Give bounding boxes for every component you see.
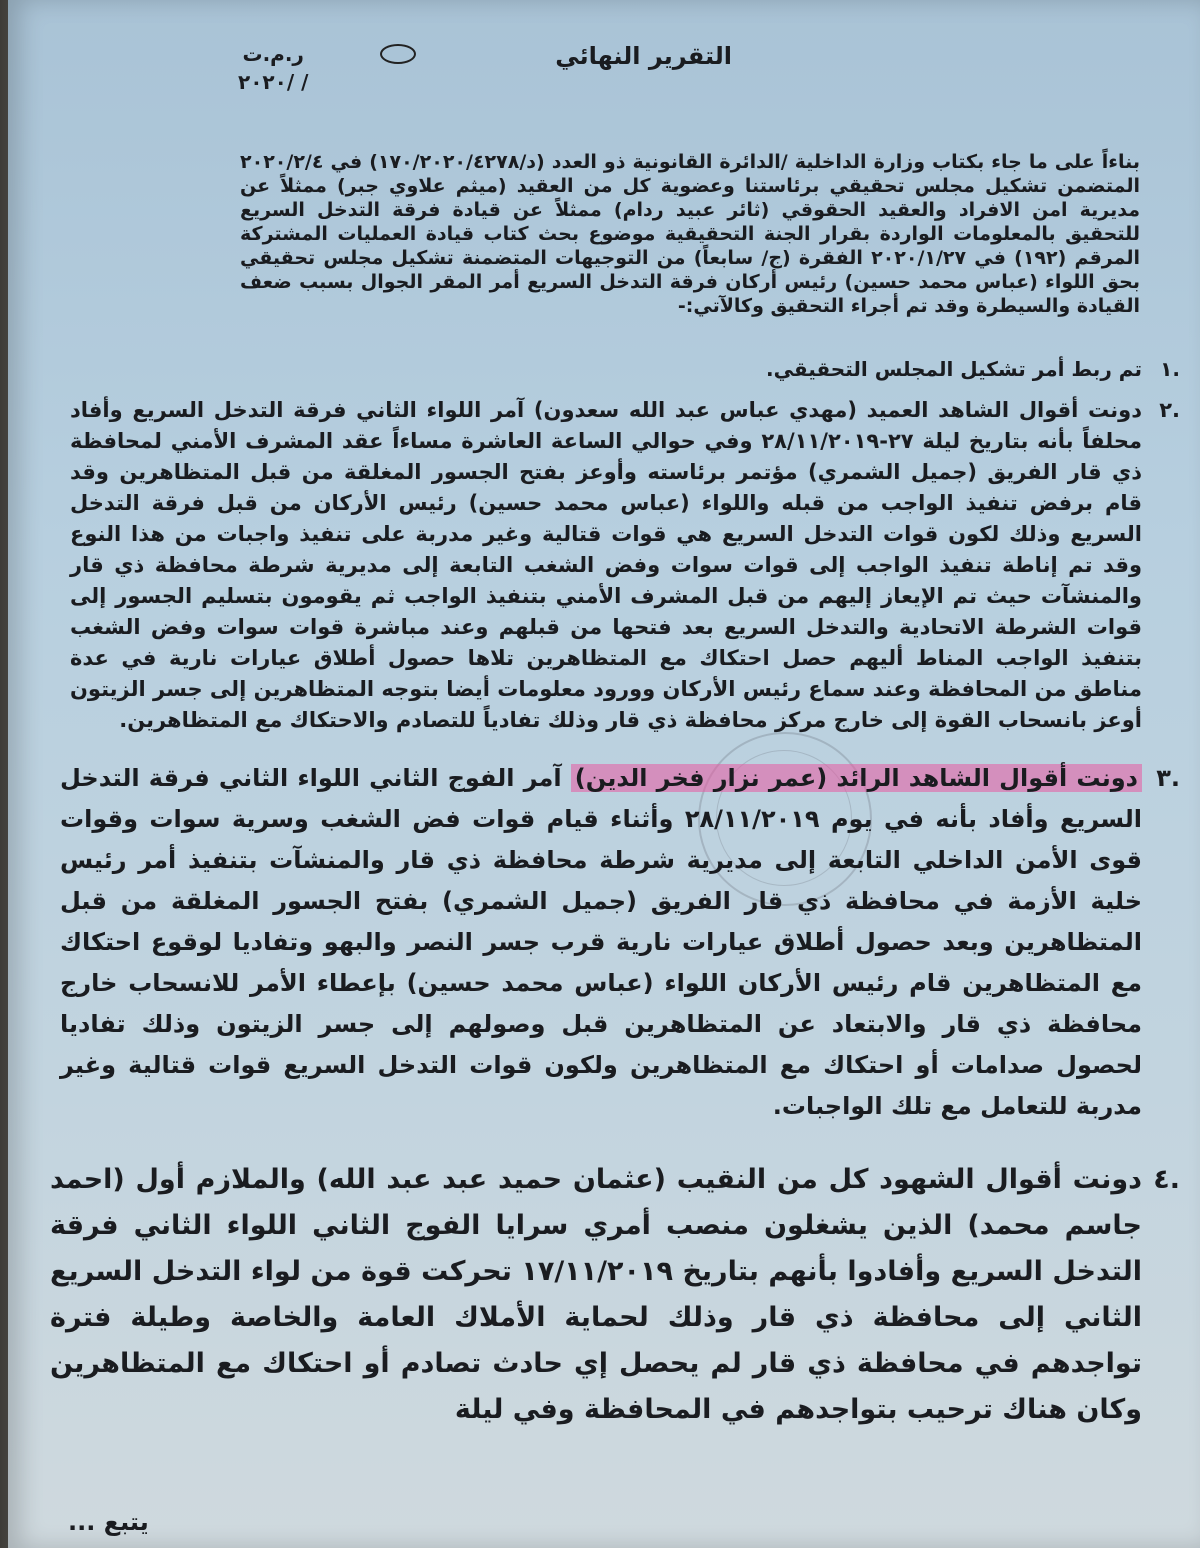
finding-text: تم ربط أمر تشكيل المجلس التحقيقي. (766, 357, 1142, 381)
intro-text: بناءاً على ما جاء بكتاب وزارة الداخلية /الدائرة القانونية ذو العدد (د/١٧٠/٢٠٢٠/٤٢٧٨) في ٢٠٢٠/٢/٤ المتضمن تشكيل مجلس تحقيقي برئاستنا وعضوية كل من العقيد (ميثم علاوي جبر) ممثلاً عن مديرية امن الافراد والعقيد الحقوقي (ثائر عبيد ردام) ممثلاً عن قيادة فرقة التدخل السريع للتحقيق بالمعلومات الواردة بقرار الجنة التحقيقية موضوع بحث كتاب قيادة العمليات المشتركة المرقم (١٩٢) في ٢٠٢٠/١/٢٧ الفقرة (ج/ سابعاً) من التوجيهات المتضمنة تشكيل مجلس تحقيقي بحق اللواء (عباس محمد حسين) رئيس أركان فرقة التدخل السريع أمر المقر الجوال بسبب ضعف القيادة والسيطرة وقد تم أجراء التحقيق وكالآتي:- (240, 151, 1141, 317)
highlighted-witness: دونت أقوال الشاهد الرائد (عمر نزار فخر الدين) (571, 764, 1142, 792)
finding-item-3 (50, 758, 1180, 1127)
finding-text: دونت أقوال الشاهد العميد (مهدي عباس عبد الله سعدون) آمر اللواء الثاني فرقة التدخل السريع وأفاد محلفاً بأنه بتاريخ ليلة ٢٧-٢٨/١١/٢٠١٩ وفي حوالي الساعة العاشرة مساءاً عقد المشرف الأمني لمحافظة ذي قار الفريق (جميل الشمري) مؤتمر برئاسته وأوعز بفتح الجسور المغلقة من قبل المتظاهرين وقد قام برفض تنفيذ الواجب من قبله واللواء (عباس محمد حسين) رئيس الأركان من قبل فرقة التدخل السريع وذلك لكون قوات التدخل السريع هي قوات قتالية وغير مدربة على تنفيذ واجبات من هذا النوع وقد تم إناطة تنفيذ الواجب إلى قوات سوات وفض الشغب التابعة إلى مديرية شرطة محافظة ذي قار والمنشآت حيث تم الإيعاز إليهم من قبل المشرف الأمني بتنفيذ الواجب ثم يقومون بتسليم الجسور إلى قوات الشرطة الاتحادية والتدخل السريع بعد فتحها من قبلهم وعند مباشرة قوات سوات وفض الشغب بتنفيذ الواجب المناط أليهم حصل احتكاك مع المتظاهرين تلاها حصول أطلاق عيارات نارية في عدة مناطق من المحافظة وعند سماع رئيس الأركان وورود معلومات أيضا بتوجه المتظاهرين إلى جسر الزيتون أوعز بانسحاب القوة إلى خارج مركز محافظة ذي قار وذلك تفادياً للتصادم والاحتكاك مع المتظاهرين. (70, 398, 1143, 732)
finding-text: آمر الفوج الثاني اللواء الثاني فرقة التدخل السريع وأفاد بأنه في يوم ٢٨/١١/٢٠١٩ وأثناء قيام قوات فض الشغب وسرية سوات وقوات قوى الأمن الداخلي التابعة إلى مديرية شرطة محافظة ذي قار والمنشآت بتنفيذ أمر رئيس خلية الأزمة في محافظة ذي قار الفريق (جميل الشمري) بفتح الجسور المغلقة من قبل المتظاهرين وبعد حصول أطلاق عيارات نارية قرب جسر النصر والبهو وتفاديا لوقوع احتكاك مع المتظاهرين قام رئيس الأركان اللواء (عباس محمد حسين) بإعطاء الأمر للانسحاب خارج محافظة ذي قار والابتعاد عن المتظاهرين قبل وصولهم إلى جسر الزيتون وذلك تفاديا لحصول صدامات أو احتكاك مع المتظاهرين ولكون قوات التدخل السريع قوات قتالية وغير مدربة للتعامل مع تلك الواجبات. (60, 764, 1142, 1120)
continued-marker: يتبع ... (68, 1508, 149, 1536)
reference-label: ر.م.ت (242, 42, 304, 66)
finding-item-4 (50, 1157, 1180, 1433)
reference-date: / /٢٠٢٠ (238, 70, 309, 94)
finding-number: .٤ (1153, 1164, 1180, 1195)
document-header (8, 42, 1200, 112)
finding-item-2 (50, 395, 1180, 736)
findings-list (50, 355, 1180, 1433)
finding-paragraph (60, 758, 1142, 1127)
finding-text: دونت أقوال الشهود كل من النقيب (عثمان حميد عبد عبد الله) والملازم أول (احمد جاسم محمد) الذين يشغلون منصب أمري سرايا الفوج الثاني اللواء الثاني فرقة التدخل السريع وأفادوا بأنهم بتاريخ ١٧/١١/٢٠١٩ تحركت قوة من لواء التدخل السريع الثاني إلى محافظة ذي قار وذلك لحماية الأملاك العامة والخاصة وطيلة فترة تواجدهم في محافظة ذي قار لم يحصل إي حادث تصادم أو احتكاك مع المتظاهرين وكان هناك ترحيب بتواجدهم في المحافظة وفي ليلة (50, 1164, 1142, 1425)
ink-mark-icon (380, 44, 416, 64)
finding-number: .٣ (1156, 764, 1180, 792)
finding-number: .١ (1160, 357, 1180, 381)
finding-number: .٢ (1159, 398, 1180, 422)
report-title: التقرير النهائي (555, 42, 732, 70)
intro-paragraph (240, 150, 1140, 318)
reference-block (238, 42, 308, 98)
document (8, 0, 1200, 1548)
finding-item-1 (50, 355, 1180, 383)
